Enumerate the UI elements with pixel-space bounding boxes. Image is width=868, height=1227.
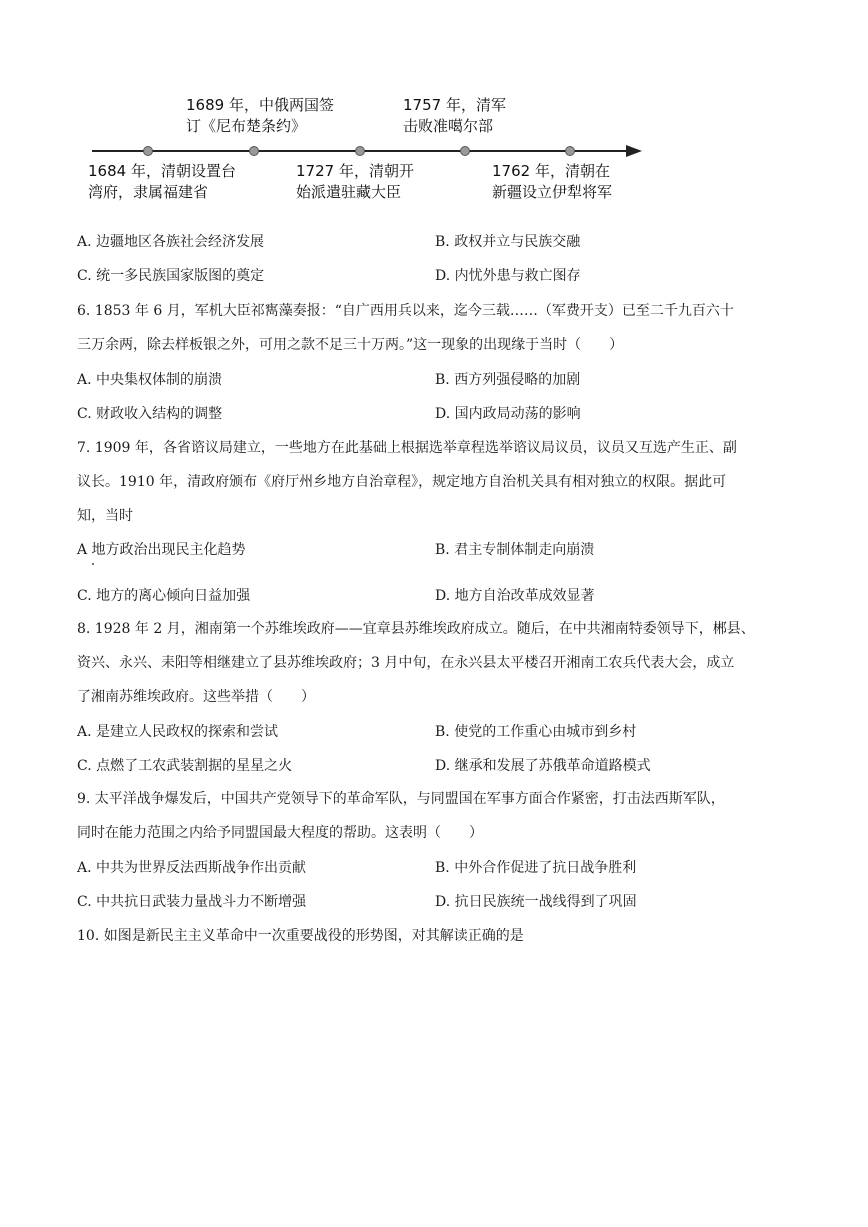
q6-stem-line: 三万余两，除去样板银之外，可用之款不足三十万两。”这一现象的出现缘于当时（ ）	[77, 337, 624, 353]
q10-stem: 10. 如图是新民主主义革命中一次重要战役的形势图，对其解读正确的是	[77, 928, 524, 944]
q9-stem-line: 9. 太平洋战争爆发后，中国共产党领导下的革命军队，与同盟国在军事方面合作紧密，打击法西斯军队，	[77, 791, 725, 807]
q8-option-d: D. 继承和发展了苏俄革命道路模式	[435, 758, 651, 774]
q7-option-a: A 地方政治出现民主化趋势	[77, 542, 246, 558]
q9-option-d: D. 抗日民族统一战线得到了巩固	[435, 894, 637, 910]
q7-stem-line: 7. 1909 年，各省谘议局建立，一些地方在此基础上根据选举章程选举谘议局议员，议员又互选产生正、副	[77, 440, 737, 456]
q8-stem-line: 资兴、永兴、耒阳等相继建立了县苏维埃政府；3 月中旬，在永兴县太平楼召开湘南工农兵代表大会，成立	[77, 655, 735, 671]
timeline-event-line: 1689 年，中俄两国签	[186, 96, 334, 114]
q9-option-b: B. 中外合作促进了抗日战争胜利	[435, 860, 637, 876]
q9-stem	[77, 782, 797, 850]
timeline-figure	[0, 0, 868, 215]
q6-option-a: A. 中央集权体制的崩溃	[77, 372, 223, 388]
timeline-event-line: 始派遣驻藏大臣	[296, 183, 402, 201]
timeline-dot-1684	[144, 147, 153, 156]
q6-option-d: D. 国内政局动荡的影响	[435, 406, 581, 422]
timeline-event-line: 订《尼布楚条约》	[186, 117, 307, 135]
q7-option-d: D. 地方自治改革成效显著	[435, 588, 595, 604]
q7-option-b: B. 君主专制体制走向崩溃	[435, 542, 595, 558]
timeline-event-line: 1757 年，清军	[403, 96, 506, 114]
timeline-dot-1762	[566, 147, 575, 156]
q8-option-c: C. 点燃了工农武装割据的星星之火	[77, 758, 293, 774]
q7-option-c: C. 地方的离心倾向日益加强	[77, 588, 251, 604]
q6-option-b: B. 西方列强侵略的加剧	[435, 372, 581, 388]
timeline-event-1689	[186, 95, 334, 137]
q7-stem-line: 议长。1910 年，清政府颁布《府厅州乡地方自治章程》，规定地方自治机关具有相对独立的权限。据此可	[77, 474, 727, 490]
q7-stem-line: 知，当时	[77, 508, 133, 524]
q9-option-a: A. 中共为世界反法西斯战争作出贡献	[77, 860, 307, 876]
timeline-event-1757	[403, 95, 506, 137]
stray-dot-mark	[92, 563, 94, 565]
q8-option-a: A. 是建立人民政权的探索和尝试	[77, 724, 279, 740]
q8-option-b: B. 使党的工作重心由城市到乡村	[435, 724, 637, 740]
q5-option-c: C. 统一多民族国家版图的奠定	[77, 268, 265, 284]
q6-option-c: C. 财政收入结构的调整	[77, 406, 223, 422]
timeline-event-line: 1762 年，清朝在	[492, 162, 610, 180]
q5-option-a: A. 边疆地区各族社会经济发展	[77, 234, 265, 250]
timeline-event-line: 1684 年，清朝设置台	[88, 162, 236, 180]
timeline-event-line: 湾府，隶属福建省	[88, 183, 209, 201]
q8-stem	[77, 612, 797, 714]
q6-stem	[77, 294, 797, 362]
timeline-event-1684	[88, 161, 236, 203]
timeline-event-line: 击败准噶尔部	[403, 117, 494, 135]
timeline-event-line: 新疆设立伊犁将军	[492, 183, 613, 201]
timeline-arrow-icon	[626, 145, 642, 157]
timeline-event-line: 1727 年，清朝开	[296, 162, 414, 180]
q6-stem-line: 6. 1853 年 6 月，军机大臣祁寯藻奏报：“自广西用兵以来，迄今三载……（军费开支）已至二千九百六十	[77, 303, 734, 319]
timeline-dot-1757	[461, 147, 470, 156]
timeline-event-1762	[492, 161, 612, 203]
q9-option-c: C. 中共抗日武装力量战斗力不断增强	[77, 894, 307, 910]
q5-option-b: B. 政权并立与民族交融	[435, 234, 581, 250]
timeline-dot-1689	[250, 147, 259, 156]
q9-stem-line: 同时在能力范围之内给予同盟国最大程度的帮助。这表明（ ）	[77, 825, 483, 841]
q5-option-d: D. 内忧外患与救亡图存	[435, 268, 581, 284]
timeline-dot-1727	[356, 147, 365, 156]
timeline-event-1727	[296, 161, 414, 203]
q8-stem-line: 8. 1928 年 2 月，湘南第一个苏维埃政府——宜章县苏维埃政府成立。随后，在中共湘南特委领导下，郴县、	[77, 621, 755, 637]
q8-stem-line: 了湘南苏维埃政府。这些举措（ ）	[77, 689, 315, 705]
q7-stem	[77, 431, 797, 533]
